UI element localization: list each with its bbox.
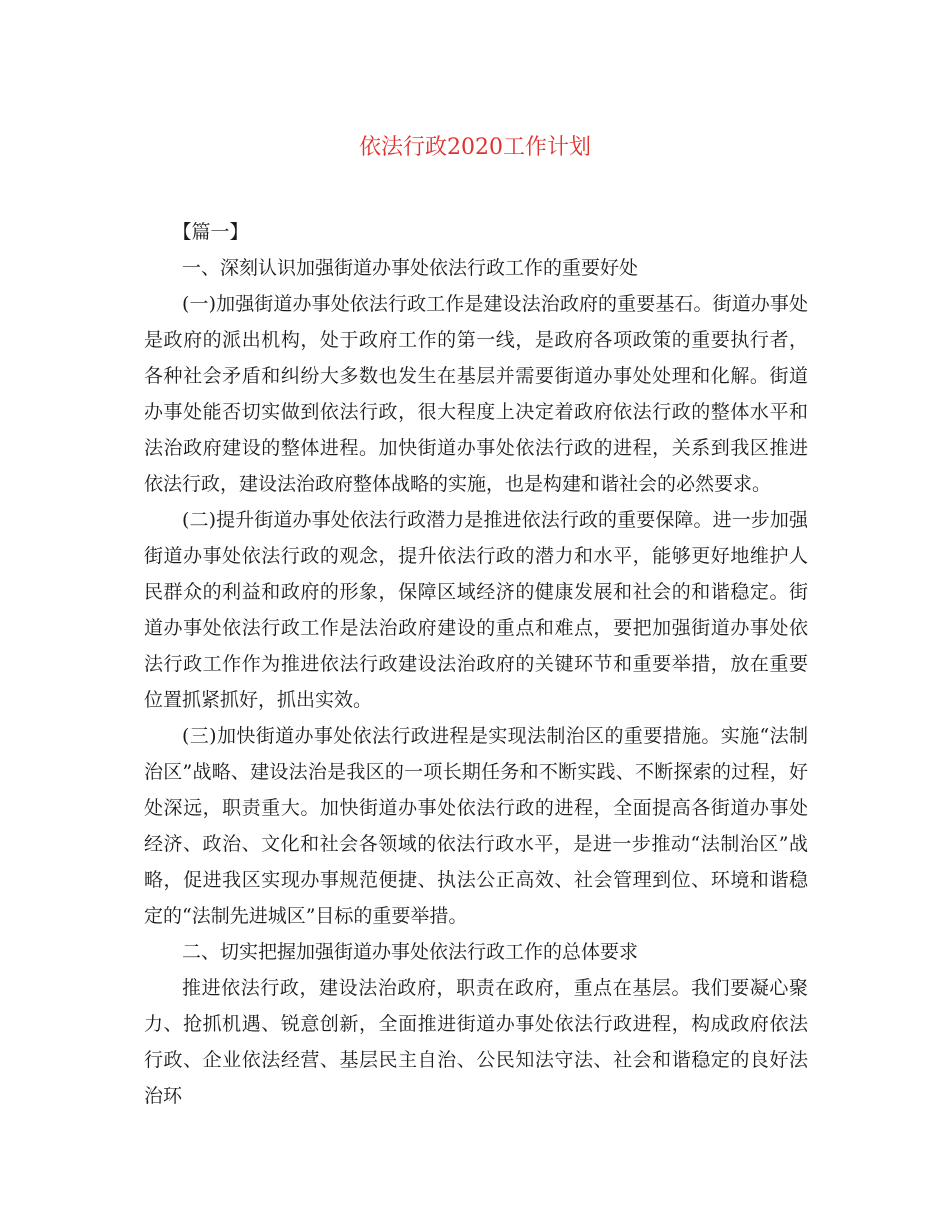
paragraph-3: (三)加快街道办事处依法行政进程是实现法制治区的重要措施。实施“法制治区”战略、建设法治是我区的一项长期任务和不断实践、不断探索的过程，好处深远，职责重大。加快街道办事处依法行政的进程，全面提高各街道办事处经济、政治、文化和社会各领域的依法行政水平，是进一步推动“法制治区”战略，促进我区实现办事规范便捷、执法公正高效、社会管理到位、环境和谐稳定的“法制先进城区”目标的重要举措。 — [144, 725, 808, 927]
section-marker: 【篇一】 — [172, 221, 249, 243]
section-heading-1: 一、深刻认识加强街道办事处依法行政工作的重要好处 — [182, 257, 639, 279]
document-title: 依法行政2020工作计划 — [359, 135, 591, 160]
document-body — [144, 214, 808, 1114]
paragraph-4: 推进依法行政，建设法治政府，职责在政府，重点在基层。我们要凝心聚力、抢抓机遇、锐意创新，全面推进街道办事处依法行政进程，构成政府依法行政、企业依法经营、基层民主自治、公民知法守法、社会和谐稳定的良好法治环 — [144, 977, 808, 1107]
paragraph-1: (一)加强街道办事处依法行政工作是建设法治政府的重要基石。街道办事处是政府的派出机构，处于政府工作的第一线，是政府各项政策的重要执行者，各种社会矛盾和纠纷大多数也发生在基层并需要街道办事处处理和化解。街道办事处能否切实做到依法行政，很大程度上决定着政府依法行政的整体水平和法治政府建设的整体进程。加快街道办事处依法行政的进程，关系到我区推进依法行政，建设法治政府整体战略的实施，也是构建和谐社会的必然要求。 — [144, 293, 808, 495]
section-heading-2: 二、切实把握加强街道办事处依法行政工作的总体要求 — [182, 941, 639, 963]
paragraph-2: (二)提升街道办事处依法行政潜力是推进依法行政的重要保障。进一步加强街道办事处依法行政的观念，提升依法行政的潜力和水平，能够更好地维护人民群众的利益和政府的形象，保障区域经济的健康发展和社会的和谐稳定。街道办事处依法行政工作是法治政府建设的重点和难点，要把加强街道办事处依法行政工作作为推进依法行政建设法治政府的关键环节和重要举措，放在重要位置抓紧抓好，抓出实效。 — [144, 509, 808, 711]
